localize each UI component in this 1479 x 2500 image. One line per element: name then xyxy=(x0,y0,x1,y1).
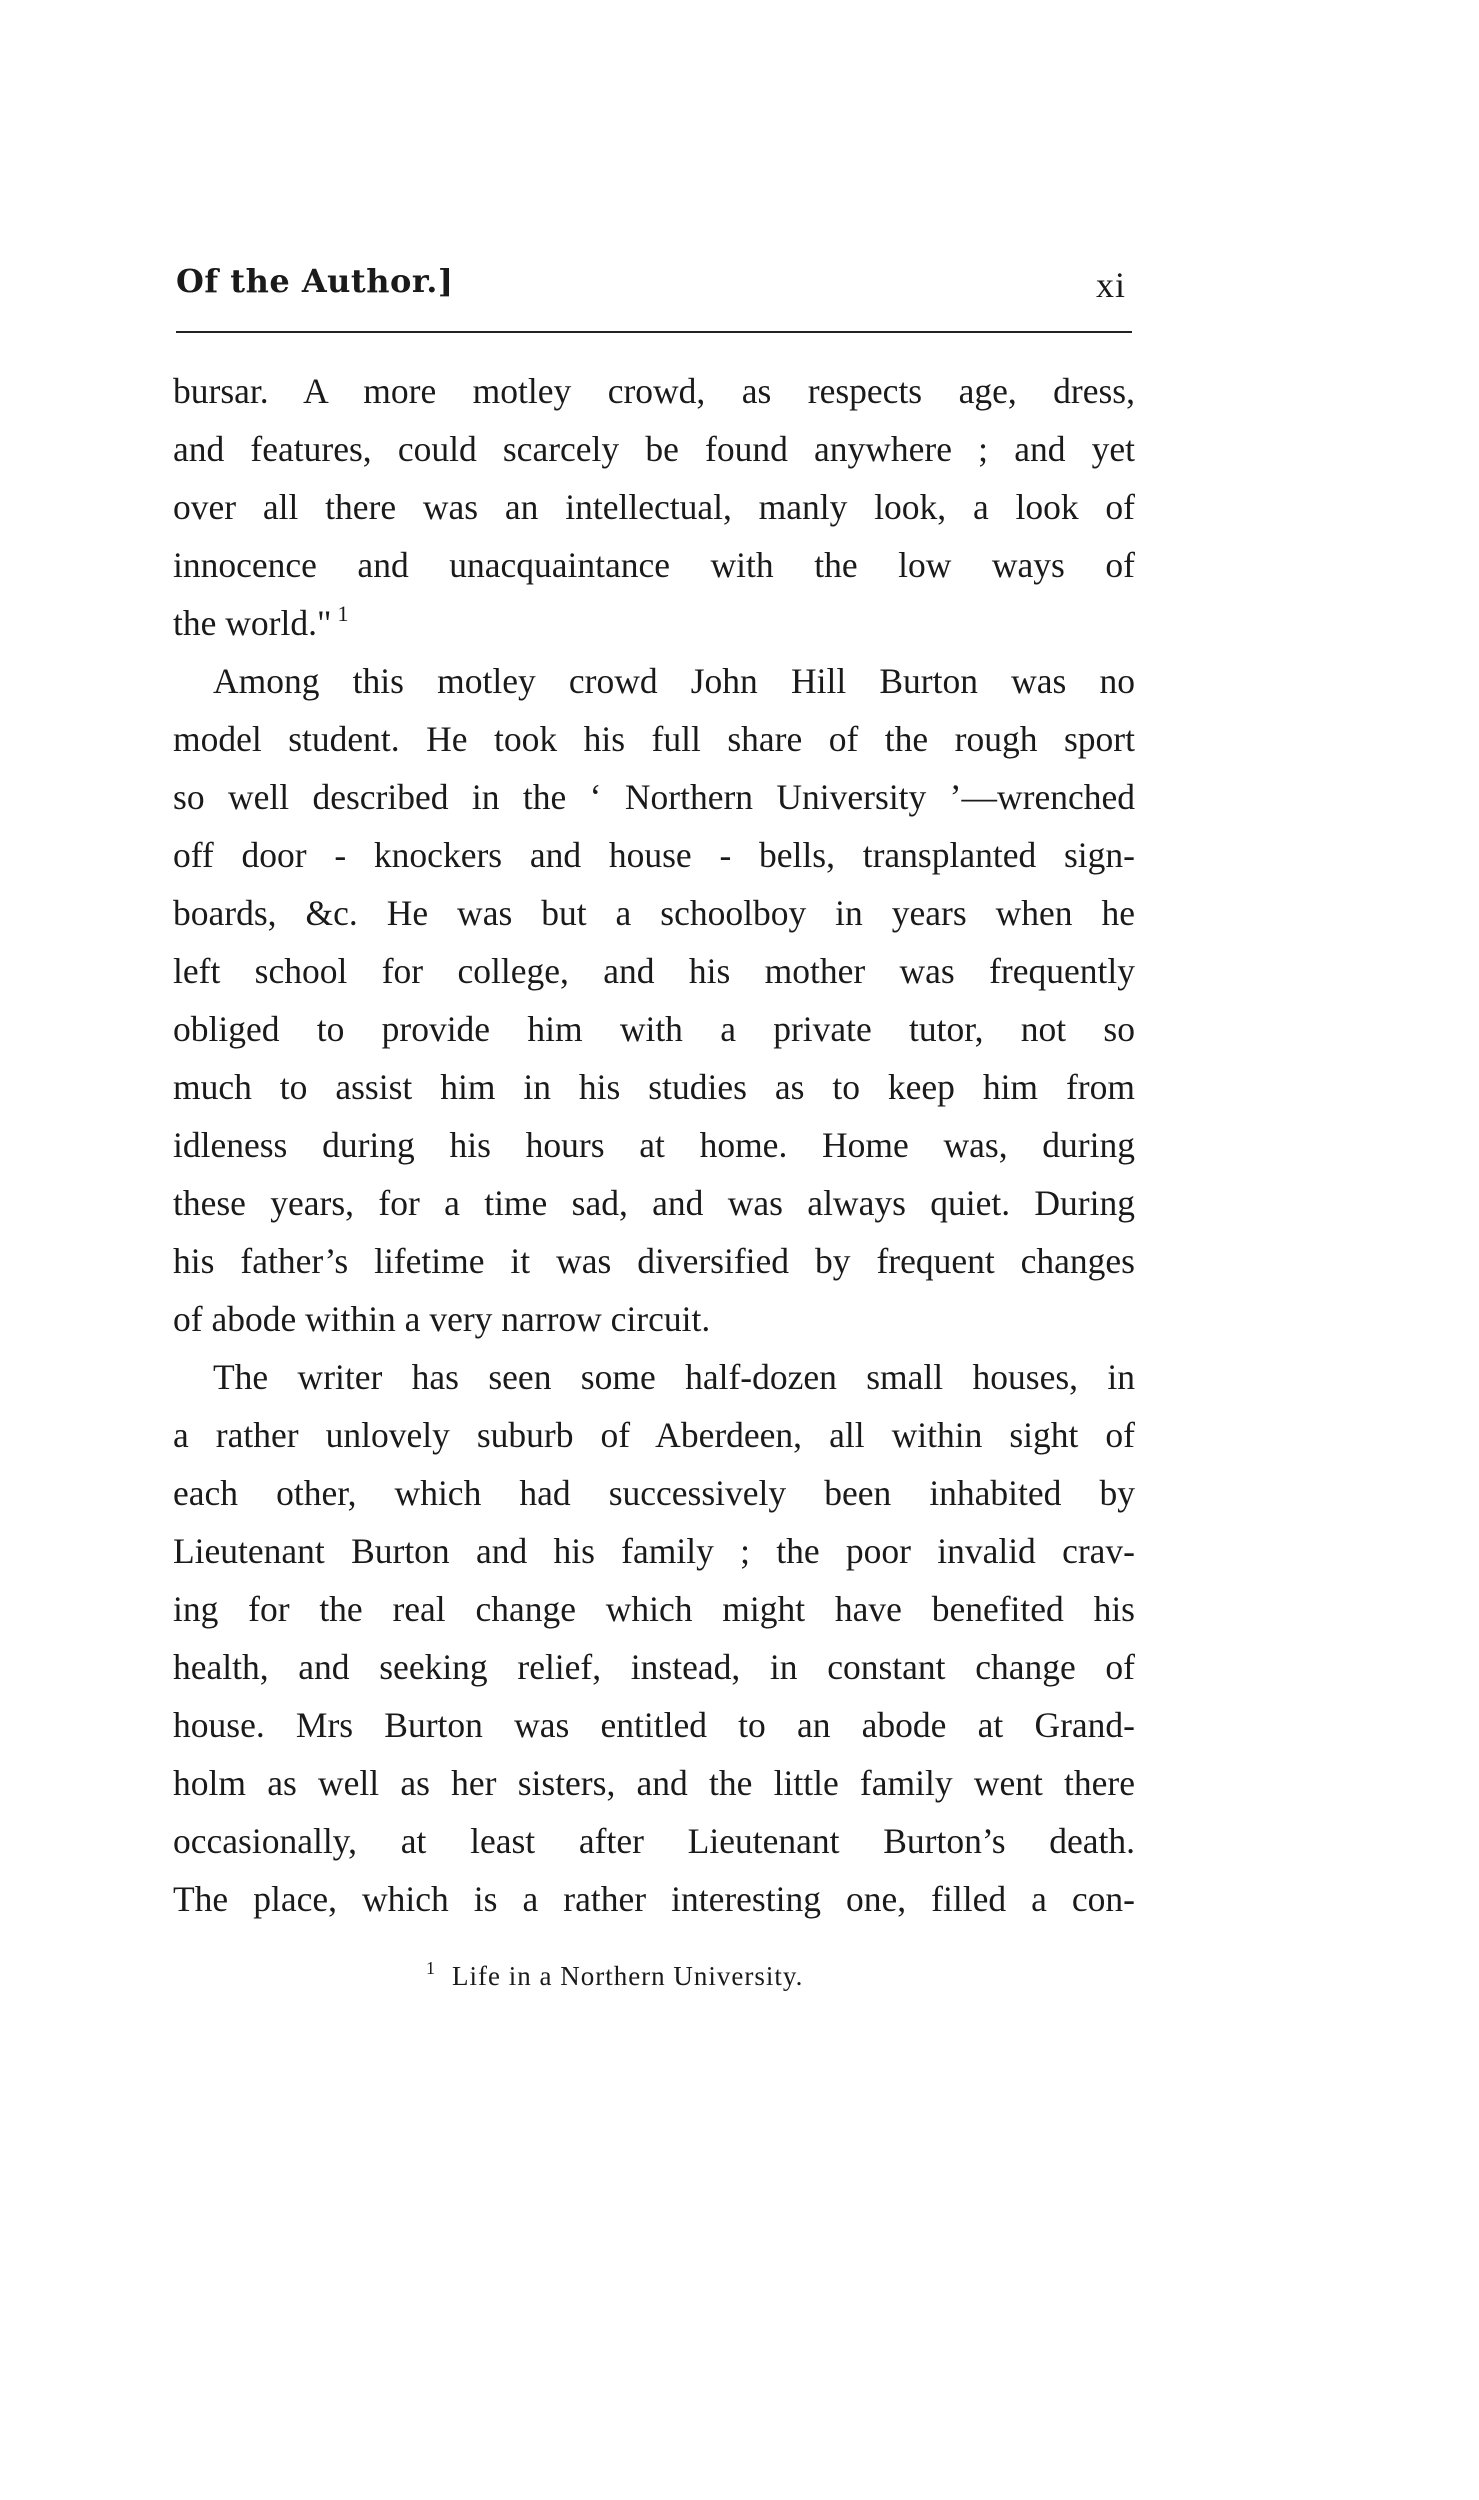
text-line: much to assist him in his studies as to keep him from xyxy=(173,1067,1135,1107)
paragraph xyxy=(173,652,1135,1348)
text-line: innocence and unacquaintance with the low ways of xyxy=(173,545,1135,585)
footnote-reference: 1 xyxy=(337,601,349,626)
footnote xyxy=(426,1958,803,1992)
running-head xyxy=(176,262,1134,314)
text-line: house. Mrs Burton was entitled to an abode at Grand- xyxy=(173,1705,1135,1745)
text-line: boards, &c. He was but a schoolboy in years when he xyxy=(173,893,1135,933)
text-line: model student. He took his full share of the rough sport xyxy=(173,719,1135,759)
body-text xyxy=(173,362,1135,1928)
footnote-text: Life in a Northern University. xyxy=(452,1961,804,1991)
text-line: these years, for a time sad, and was always quiet. During xyxy=(173,1183,1135,1223)
text-line: and features, could scarcely be found anywhere ; and yet xyxy=(173,429,1135,469)
text-line: a rather unlovely suburb of Aberdeen, all within sight of xyxy=(173,1415,1135,1455)
text-line: The place, which is a rather interesting one, filled a con- xyxy=(173,1879,1135,1919)
text-line: idleness during his hours at home. Home was, during xyxy=(173,1125,1135,1165)
paragraph xyxy=(173,362,1135,652)
text-line: The writer has seen some half-dozen small houses, in xyxy=(213,1357,1135,1397)
text-line: bursar. A more motley crowd, as respects age, dress, xyxy=(173,371,1135,411)
text-line: occasionally, at least after Lieutenant Burton’s death. xyxy=(173,1821,1135,1861)
text-line xyxy=(173,594,1135,652)
text-line: Lieutenant Burton and his family ; the poor invalid crav- xyxy=(173,1531,1135,1571)
text-line: over all there was an intellectual, manly look, a look of xyxy=(173,487,1135,527)
text-line: each other, which had successively been inhabited by xyxy=(173,1473,1135,1513)
text-line: so well described in the ‘ Northern University ’—wrenched xyxy=(173,777,1135,817)
text-line: of abode within a very narrow circuit. xyxy=(173,1299,711,1339)
text-line: holm as well as her sisters, and the little family went there xyxy=(173,1763,1135,1803)
header-rule xyxy=(176,331,1132,333)
text-line: off door - knockers and house - bells, transplanted sign- xyxy=(173,835,1135,875)
text-line: health, and seeking relief, instead, in constant change of xyxy=(173,1647,1135,1687)
text-line: obliged to provide him with a private tutor, not so xyxy=(173,1009,1135,1049)
text-line: Among this motley crowd John Hill Burton was no xyxy=(213,661,1135,701)
footnote-mark: 1 xyxy=(426,1958,436,1978)
text-line: his father’s lifetime it was diversified by frequent changes xyxy=(173,1241,1135,1281)
paragraph xyxy=(173,1348,1135,1928)
text-line-content: the world." xyxy=(173,603,332,643)
text-line: ing for the real change which might have benefited his xyxy=(173,1589,1135,1629)
text-line: left school for college, and his mother was frequently xyxy=(173,951,1135,991)
page-number: xi xyxy=(1095,265,1126,305)
running-title: Of the Author.] xyxy=(176,262,454,300)
